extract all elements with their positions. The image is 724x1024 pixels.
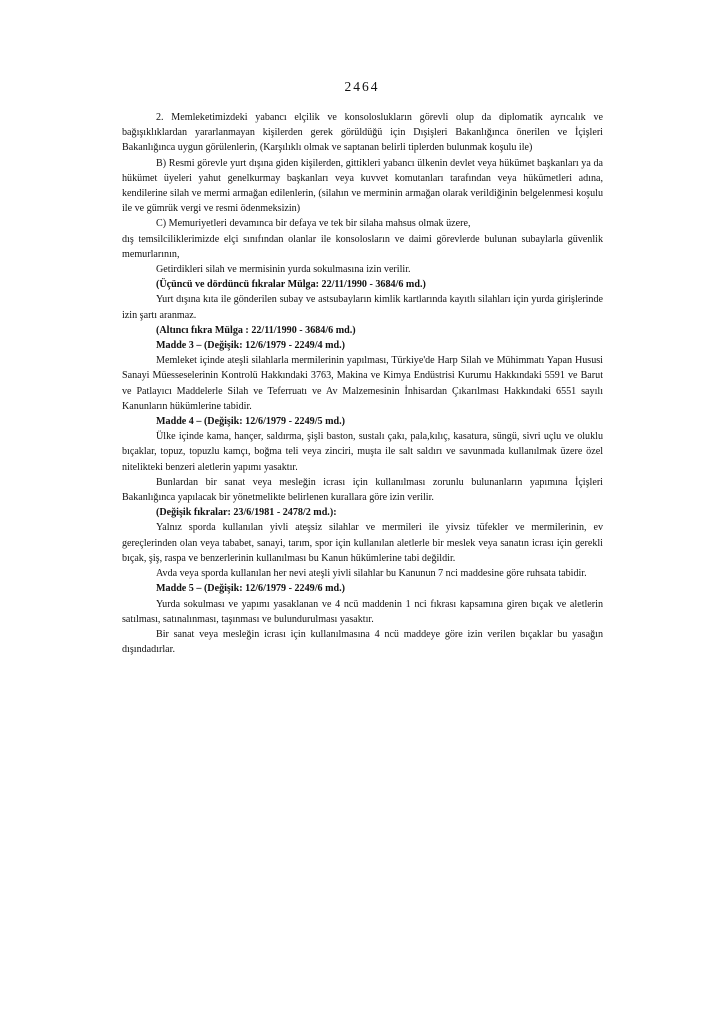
paragraph: dış temsilciliklerimizde elçi sınıfından olanlar ile konsolosların ve daimi görevlerde bulunan subaylarla güvenlik memurlarının, [122, 233, 603, 260]
paragraph: Yurt dışına kıta ile gönderilen subay ve astsubayların kimlik kartlarında kayıtlı silahları için yurda girişlerinde izin şartı aranmaz. [122, 294, 603, 321]
section-heading: (Altıncı fıkra Mülga : 22/11/1990 - 3684/6 md.) [156, 324, 356, 336]
paragraph: Yurda sokulması ve yapımı yasaklanan ve 4 ncü maddenin 1 nci fıkrası kapsamına giren bıçak ve aletlerin satılması, satınalınması, taşınması ve bulundurulması yasaktır. [122, 598, 603, 625]
document-body [122, 110, 603, 657]
paragraph: Getirdikleri silah ve mermisinin yurda sokulmasına izin verilir. [156, 264, 411, 276]
paragraph: Avda veya sporda kullanılan her nevi ateşli yivli silahlar bu Kanunun 7 nci maddesine göre ruhsata tabidir. [156, 568, 587, 580]
paragraph: Bunlardan bir sanat veya mesleğin icrası için kullanılması zorunlu bulunanların yapımına İçişleri Bakanlığınca yapılacak bir yönetmelikte belirlenen kurallara göre izin verilir. [122, 476, 603, 504]
paragraph: Ülke içinde kama, hançer, saldırma, şişli baston, sustalı çakı, pala,kılıç, kasatura, süngü, sivri uçlu ve oluklu bıçaklar, topuz, topuzlu kamçı, boğma teli veya zinciri, muşta ile salt saldırı ve savunmada kullanılmak üzere özel nitelikteki benzeri aletlerin yapımı yasaktır. [122, 431, 603, 473]
section-heading: (Değişik fıkralar: 23/6/1981 - 2478/2 md.): [156, 507, 337, 519]
article-heading: Madde 4 – (Değişik: 12/6/1979 - 2249/5 md.) [156, 416, 345, 428]
paragraph: Bir sanat veya mesleğin icrası için kullanılmasına 4 ncü maddeye göre izin verilen bıçaklar bu yasağın dışındadırlar. [122, 628, 603, 656]
paragraph: Yalnız sporda kullanılan yivli ateşsiz silahlar ve mermileri ile yivsiz tüfekler ve mermilerinin, ev gereçlerinden olan veya tababet, sanayi, tarım, spor için kullanılan aletlerle bir meslek veya sanatın icrası için gerekli bıçak, şiş, raspa ve benzerlerinin kullanılması bu Kanun hükümlerine tabi değildir. [122, 522, 603, 564]
paragraph: C) Memuriyetleri devamınca bir defaya ve tek bir silaha mahsus olmak üzere, [156, 218, 471, 230]
paragraph: 2. Memleketimizdeki yabancı elçilik ve konsoloslukların görevli olup da diplomatik ayrıcalık ve bağışıklıklardan yararlanmayan kişilerden gerek görüldüğü için Dışişleri Bakanlığınca önerilen ve İçişleri Bakanlığınca uygun görülenlerin, (Karşılıklı olmak ve saptanan belirli tiplerden bulunmak koşulu ile) [122, 112, 603, 154]
article-heading: Madde 5 – (Değişik: 12/6/1979 - 2249/6 md.) [156, 583, 345, 595]
paragraph: B) Resmi görevle yurt dışına giden kişilerden, gittikleri yabancı ülkenin devlet veya hükümet başkanları ya da hükümet üyeleri yahut genelkurmay başkanları veya kuvvet komutanları tarafından veya hükümetleri adına, kendilerine silah ve mermi armağan edilenlerin, (silahın ve merminin armağan olarak verildiğinin belgelenmesi koşulu ile ve gümrük vergi ve resmi ödenmeksizin) [122, 157, 603, 215]
page-number: 2464 [344, 79, 380, 94]
paragraph: Memleket içinde ateşli silahlarla mermilerinin yapılması, Türkiye'de Harp Silah ve Mühimmatı Yapan Hususi Sanayi Müesseselerinin Kontrolü Hakkındaki 3763, Makina ve Kimya Endüstrisi Kurumu Hakkındaki 5591 ve Barut ve Patlayıcı Maddelerle Silah ve Teferruatı ve Av Malzemesinin İnhisardan Çıkarılması Hakkındaki 6551 sayılı Kanunların hükümlerine tabidir. [122, 355, 603, 412]
article-heading: Madde 3 – (Değişik: 12/6/1979 - 2249/4 md.) [156, 340, 345, 352]
section-heading: (Üçüncü ve dördüncü fıkralar Mülga: 22/11/1990 - 3684/6 md.) [156, 279, 426, 291]
